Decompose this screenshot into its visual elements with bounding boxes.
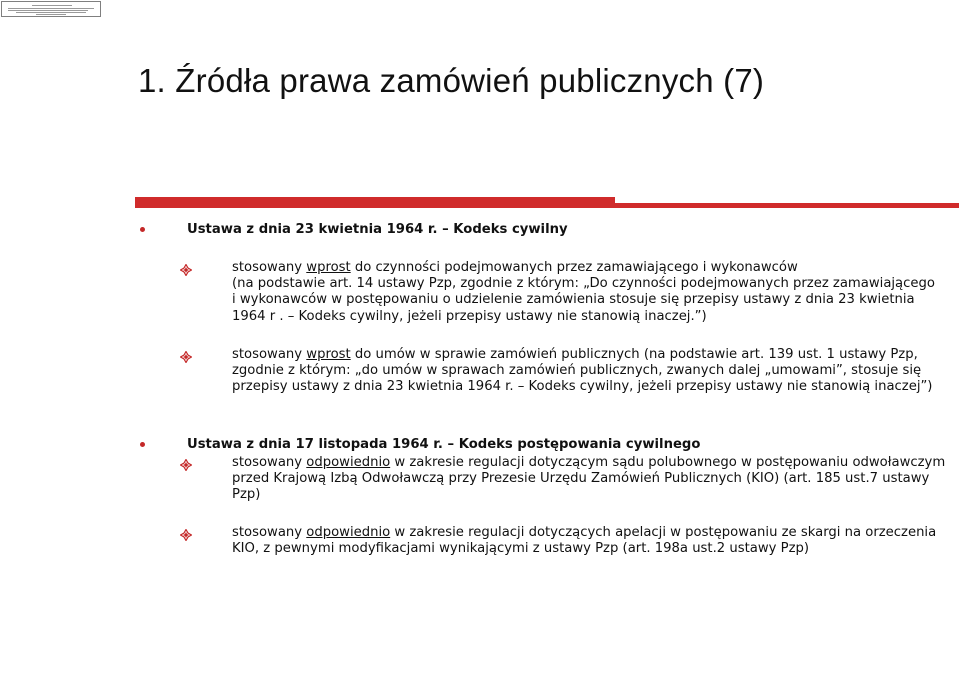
item-line: stosowany odpowiednio w zakresie regulacji dotyczących apelacji w postępowaniu ze skargi na orzeczenia bbox=[232, 525, 937, 540]
round-bullet-icon bbox=[140, 227, 145, 232]
diamond-bullet-icon bbox=[180, 264, 192, 276]
title-divider-bar bbox=[135, 197, 615, 208]
page-title: 1. Źródła prawa zamówień publicznych (7) bbox=[138, 62, 765, 99]
item-line: zgodnie z którym: „do umów w sprawach zamówień publicznych, zwanych dalej „umowami”, stosuje się bbox=[232, 363, 922, 379]
item-line: przepisy ustawy z dnia 23 kwietnia 1964 r. – Kodeks cywilny, jeżeli przepisy ustawy nie stanowią inaczej”) bbox=[232, 379, 933, 395]
section-heading: Ustawa z dnia 23 kwietnia 1964 r. – Kodeks cywilny bbox=[187, 222, 568, 237]
item-line: stosowany odpowiednio w zakresie regulacji dotyczącym sądu polubownego w postępowaniu odwoławczym bbox=[232, 455, 946, 470]
section-heading: Ustawa z dnia 17 listopada 1964 r. – Kodeks postępowania cywilnego bbox=[187, 437, 701, 452]
diamond-bullet-icon bbox=[180, 529, 192, 541]
corner-stamp bbox=[1, 1, 101, 17]
diamond-bullet-icon bbox=[180, 459, 192, 471]
emphasis-link: wprost bbox=[306, 347, 351, 362]
round-bullet-icon bbox=[140, 442, 145, 447]
diamond-bullet-icon bbox=[180, 351, 192, 363]
list-item bbox=[232, 525, 950, 557]
item-line: przed Krajową Izbą Odwoławczą przy Prezesie Urzędu Zamówień Publicznych (KIO) (art. 185 ust.7 ustawy bbox=[232, 471, 930, 487]
item-line: 1964 r . – Kodeks cywilny, jeżeli przepisy ustawy nie stanowią inaczej.”) bbox=[232, 308, 707, 324]
item-line: i wykonawców w postępowaniu o udzielenie zamówienia stosuje się przepisy ustawy z dnia 23 kwietnia bbox=[232, 292, 915, 308]
item-line: Pzp) bbox=[232, 487, 261, 503]
item-line: (na podstawie art. 14 ustawy Pzp, zgodnie z którym: „Do czynności podejmowanych przez zamawiającego bbox=[232, 276, 935, 292]
item-line: stosowany wprost do umów w sprawie zamówień publicznych (na podstawie art. 139 ust. 1 ustawy Pzp, bbox=[232, 347, 918, 362]
item-line: stosowany wprost do czynności podejmowanych przez zamawiającego i wykonawców bbox=[232, 260, 798, 275]
emphasis-link: odpowiednio bbox=[306, 525, 391, 540]
title-divider-bar-thin bbox=[615, 203, 959, 208]
list-item bbox=[232, 455, 950, 504]
item-line: KIO, z pewnymi modyfikacjami wynikającymi z ustawy Pzp (art. 198a ust.2 ustawy Pzp) bbox=[232, 541, 810, 557]
emphasis-link: odpowiednio bbox=[306, 455, 391, 470]
emphasis-link: wprost bbox=[306, 260, 351, 275]
list-item bbox=[232, 260, 950, 325]
list-item bbox=[232, 347, 950, 396]
